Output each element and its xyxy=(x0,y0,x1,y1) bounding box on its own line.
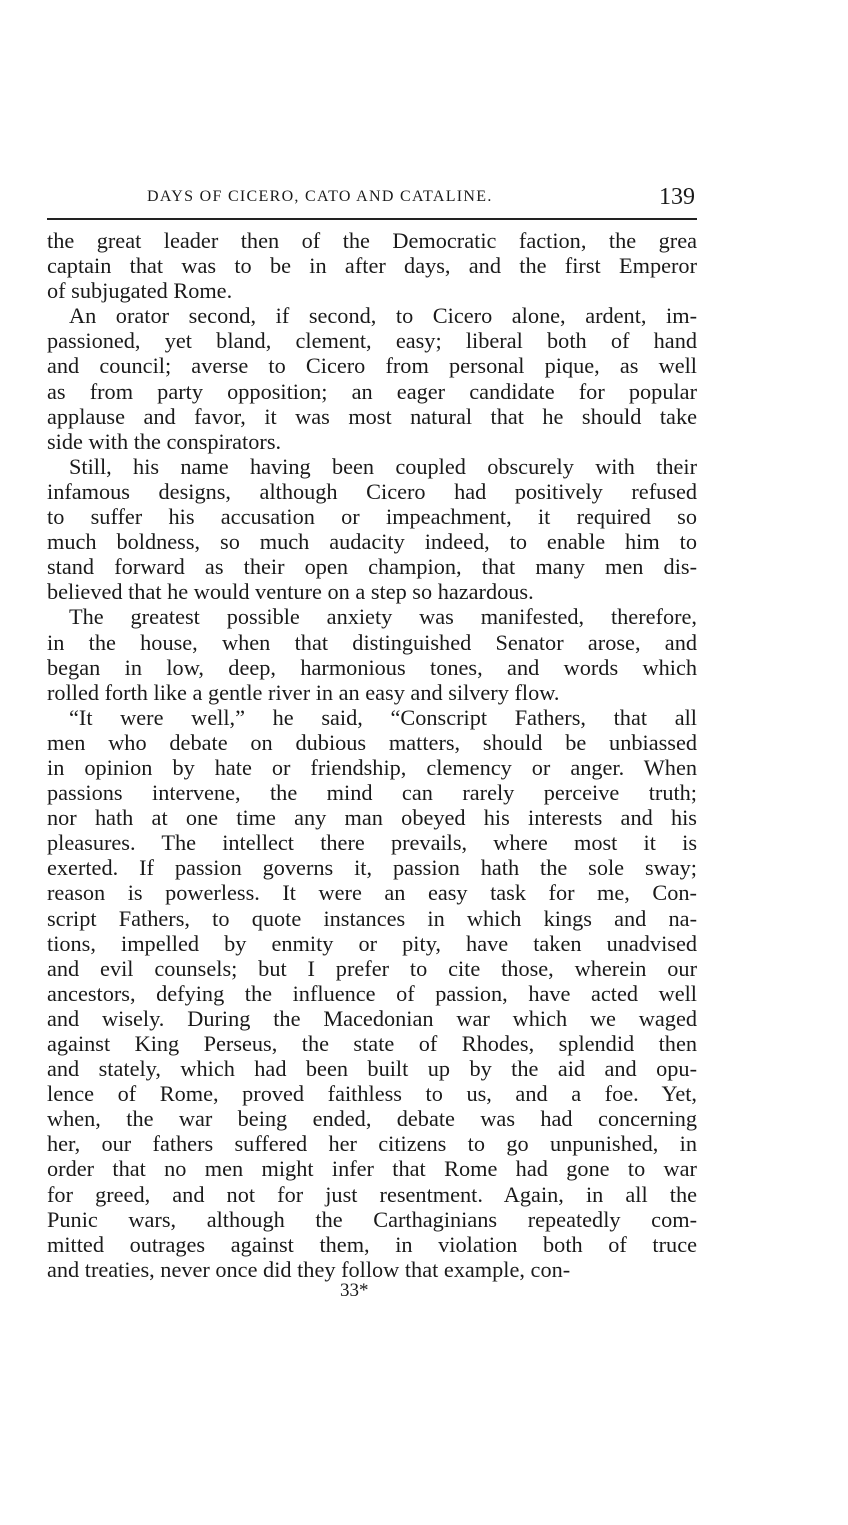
text-line: when, the war being ended, debate was had concerning xyxy=(47,1106,697,1132)
text-line: of subjugated Rome. xyxy=(47,278,233,304)
text-line: mitted outrages against them, in violation both of truce xyxy=(47,1231,697,1257)
text-line: began in low, deep, harmonious tones, and words which xyxy=(47,654,697,680)
text-line: “It were well,” he said, “Conscript Fathers, that all xyxy=(69,704,697,730)
body-text xyxy=(47,228,697,1282)
text-line: in opinion by hate or friendship, clemency or anger. When xyxy=(47,754,697,780)
text-line: much boldness, so much audacity indeed, to enable him to xyxy=(47,529,697,555)
text-line: script Fathers, to quote instances in which kings and na- xyxy=(47,905,697,931)
text-line: The greatest possible anxiety was manifested, therefore, xyxy=(69,604,697,630)
text-line: infamous designs, although Cicero had positively refused xyxy=(47,478,697,504)
text-line: the great leader then of the Democratic faction, the grea xyxy=(47,228,697,253)
text-line: Still, his name having been coupled obscurely with their xyxy=(69,453,697,479)
text-line: ancestors, defying the influence of passion, have acted well xyxy=(47,980,697,1006)
text-line: and wisely. During the Macedonian war which we waged xyxy=(47,1005,697,1031)
text-line: nor hath at one time any man obeyed his interests and his xyxy=(47,805,697,831)
signature-mark: 33* xyxy=(340,1280,369,1301)
text-line: against King Perseus, the state of Rhodes, splendid then xyxy=(47,1031,697,1056)
text-line: tions, impelled by enmity or pity, have taken unadvised xyxy=(47,930,697,956)
text-line: pleasures. The intellect there prevails, where most it is xyxy=(47,830,697,856)
text-line: and treaties, never once did they follow that example, con- xyxy=(47,1256,571,1282)
text-line: and stately, which had been built up by the aid and opu- xyxy=(47,1056,697,1082)
text-line: passioned, yet bland, clement, easy; liberal both of hand xyxy=(47,328,697,354)
text-line: to suffer his accusation or impeachment, it required so xyxy=(47,504,697,530)
running-title: DAYS OF CICERO, CATO AND CATALINE. xyxy=(147,188,493,205)
text-line: Punic wars, although the Carthaginians repeatedly com- xyxy=(47,1206,697,1232)
text-line: for greed, and not for just resentment. Again, in all the xyxy=(47,1181,697,1207)
text-line: order that no men might infer that Rome had gone to war xyxy=(47,1156,697,1182)
text-line: exerted. If passion governs it, passion hath the sole sway; xyxy=(47,855,697,881)
text-line: side with the conspirators. xyxy=(47,428,282,454)
text-line: in the house, when that distinguished Senator arose, and xyxy=(47,629,697,655)
text-line: passions intervene, the mind can rarely perceive truth; xyxy=(47,780,697,806)
text-line: lence of Rome, proved faithless to us, and a foe. Yet, xyxy=(47,1081,697,1107)
text-line: men who debate on dubious matters, should be unbiassed xyxy=(47,729,697,755)
text-line: An orator second, if second, to Cicero alone, ardent, im- xyxy=(69,303,697,329)
text-line: captain that was to be in after days, and the first Emperor xyxy=(47,253,697,279)
text-line: rolled forth like a gentle river in an easy and silvery flow. xyxy=(47,679,560,705)
text-line: reason is powerless. It were an easy task for me, Con- xyxy=(47,880,697,906)
text-line: and evil counsels; but I prefer to cite those, wherein our xyxy=(47,955,697,981)
text-line: believed that he would venture on a step so hazardous. xyxy=(47,579,534,605)
text-line: and council; averse to Cicero from personal pique, as well xyxy=(47,353,697,379)
text-line: applause and favor, it was most natural that he should take xyxy=(47,403,697,429)
text-line: her, our fathers suffered her citizens to go unpunished, in xyxy=(47,1131,697,1157)
text-line: stand forward as their open champion, that many men dis- xyxy=(47,554,697,580)
running-header xyxy=(47,186,697,212)
text-line: as from party opposition; an eager candidate for popular xyxy=(47,378,697,404)
page-number: 139 xyxy=(659,184,695,210)
header-rule xyxy=(47,218,697,220)
